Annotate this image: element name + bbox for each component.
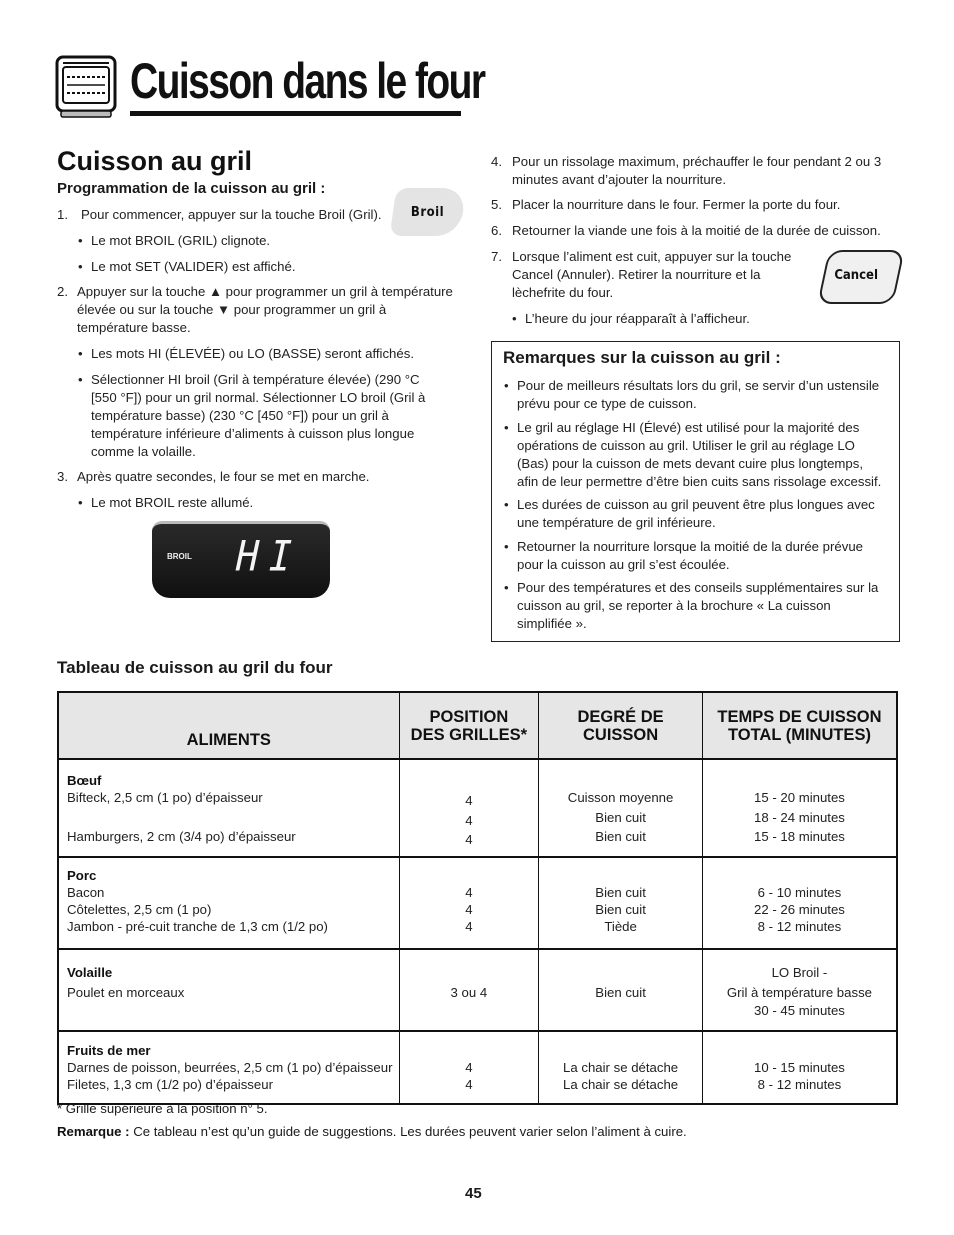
table-row (58, 759, 897, 857)
oven-icon (55, 55, 117, 119)
food-item: Darnes de poisson, beurrées, 2,5 cm (1 po) d’épaisseur (67, 1060, 393, 1075)
column-header: TEMPS DE CUISSON TOTAL (MINUTES) (702, 692, 897, 759)
remark-text: Ce tableau n’est qu’un guide de suggestions. Les durées peuvent varier selon l’aliment à cuire. (129, 1124, 687, 1139)
degree-value: Bien cuit (595, 885, 646, 900)
degree-value: La chair se détache (563, 1077, 679, 1092)
note-line: • Pour de meilleurs résultats lors du gril, se servir d’un ustensile (517, 377, 879, 395)
degree-value: Bien cuit (595, 902, 646, 917)
table-row (58, 857, 897, 949)
note-line: • Les durées de cuisson au gril peuvent être plus longues avec (517, 496, 875, 514)
step-line: Retourner la viande une fois à la moitié de la durée de cuisson. (512, 223, 881, 238)
broil-button-label: Broil (410, 205, 445, 220)
table-header-row (58, 692, 897, 759)
section-title: Cuisson au gril (57, 146, 253, 176)
step-number: 7. (491, 249, 502, 264)
step-number: 1. (57, 207, 68, 222)
degree-value: Bien cuit (595, 810, 646, 825)
page-number: 45 (465, 1185, 482, 1202)
footnote: * Grille supérieure à la position n° 5. (57, 1101, 268, 1116)
note-line: (Bas) pour la cuisson de mets devant cuire plus longtemps, (517, 456, 863, 471)
position-value: 4 (465, 919, 473, 934)
time-value: 15 - 18 minutes (754, 829, 845, 844)
time-value: 10 - 15 minutes (754, 1060, 845, 1075)
food-item: Bifteck, 2,5 cm (1 po) d’épaisseur (67, 790, 263, 805)
sub-title: Programmation de la cuisson au gril : (57, 180, 326, 197)
note-line: • Pour des températures et des conseils supplémentaires sur la (517, 579, 878, 597)
position-value: 3 ou 4 (450, 985, 488, 1000)
step-number: 5. (491, 197, 502, 212)
note-line: cuisson au gril, se reporter à la brochure « La cuisson (517, 598, 831, 613)
note-line: opérations de cuisson au gril. Utiliser le gril au réglage LO (517, 438, 855, 453)
table-title: Tableau de cuisson au gril du four (57, 658, 333, 677)
time-value: 8 - 12 minutes (757, 1077, 842, 1092)
position-value: 4 (465, 902, 473, 917)
step-number: 6. (491, 223, 502, 238)
food-item (67, 808, 399, 828)
degree-value: La chair se détache (563, 1060, 679, 1075)
note-line: • Le gril au réglage HI (Élevé) est utilisé pour la majorité des (517, 419, 859, 437)
time-value: LO Broil - (771, 965, 828, 980)
time-value: 22 - 26 minutes (754, 902, 845, 917)
step-line: Appuyer sur la touche ▲ pour programmer un gril à température (77, 284, 453, 299)
note-line: pour la cuisson au gril s’est écoulée. (517, 557, 730, 572)
step-number: 3. (57, 469, 68, 484)
bullet-item: • L’heure du jour réapparaît à l’afficheur. (525, 310, 750, 328)
column-header: POSITION DES GRILLES* (399, 692, 539, 759)
broil-button[interactable] (390, 188, 467, 236)
title-rule (130, 111, 461, 116)
time-value: 30 - 45 minutes (754, 1003, 845, 1018)
page-title: Cuisson dans le four (130, 53, 485, 109)
notes-title: Remarques sur la cuisson au gril : (503, 348, 781, 367)
food-item: Hamburgers, 2 cm (3/4 po) d’épaisseur (67, 829, 296, 844)
food-item: Côtelettes, 2,5 cm (1 po) (67, 902, 212, 917)
note-line: simplifiée ». (517, 616, 587, 631)
position-value: 4 (465, 832, 473, 847)
time-value: 18 - 24 minutes (754, 810, 845, 825)
position-value: 4 (465, 1060, 473, 1075)
position-value: 4 (465, 793, 473, 808)
note-line: une température de gril inférieure. (517, 515, 716, 530)
bullet-item: • Le mot SET (VALIDER) est affiché. (91, 258, 296, 276)
food-item: Bacon (67, 885, 105, 900)
cancel-button[interactable] (817, 250, 904, 304)
step-line: Placer la nourriture dans le four. Fermer la porte du four. (512, 197, 841, 212)
food-item: Filetes, 1,3 cm (1/2 po) d’épaisseur (67, 1077, 273, 1092)
step-number: 4. (491, 154, 502, 169)
column-header: DEGRÉ DE CUISSON (539, 692, 703, 759)
bullet-line: température basse) (230 °C [450 °F]) pour un gril à (91, 408, 389, 423)
step-line: élevée ou sur la touche ▼ pour programmer un gril à (77, 302, 387, 317)
column-header: ALIMENTS (58, 692, 399, 759)
oven-display (152, 521, 330, 598)
degree-value: Bien cuit (595, 829, 646, 844)
degree-value: Bien cuit (595, 985, 646, 1000)
step-line: température basse. (77, 320, 191, 335)
step-line: minutes avant d’ajouter la nourriture. (512, 172, 727, 187)
degree-value: Cuisson moyenne (567, 790, 674, 805)
table-row (58, 949, 897, 1031)
step-text: Après quatre secondes, le four se met en marche. (77, 469, 370, 484)
group-name: Volaille (67, 965, 113, 980)
position-value: 4 (465, 885, 473, 900)
time-value: 8 - 12 minutes (757, 919, 842, 934)
group-name: Bœuf (67, 773, 102, 788)
position-value: 4 (465, 813, 473, 828)
bullet-item: • Le mot BROIL (GRIL) clignote. (91, 232, 270, 250)
step-line: Pour un rissolage maximum, préchauffer le four pendant 2 ou 3 (512, 154, 882, 169)
food-item: Jambon - pré-cuit tranche de 1,3 cm (1/2 po) (67, 919, 328, 934)
degree-value: Tiède (604, 919, 637, 934)
group-name: Fruits de mer (67, 1043, 151, 1058)
broil-table (57, 691, 898, 1105)
time-value: 6 - 10 minutes (757, 885, 842, 900)
step-line: Cancel (Annuler). Retirer la nourriture et la (512, 267, 761, 282)
bullet-item: • Les mots HI (ÉLEVÉE) ou LO (BASSE) seront affichés. (91, 345, 414, 363)
food-item: Poulet en morceaux (67, 985, 185, 1000)
display-label: BROIL (167, 552, 192, 561)
bullet-line: température inférieure d’aliments à cuisson plus longue (91, 426, 415, 441)
table-row (58, 1031, 897, 1104)
note-line: prévu pour ce type de cuisson. (517, 396, 697, 411)
step-text: Pour commencer, appuyer sur la touche Broil (Gril). (81, 207, 382, 222)
bullet-line: [550 °F]) pour un gril normal. Sélectionner LO broil (Gril à (91, 390, 426, 405)
note-line: afin de leur permettre d’être bien cuits sans rissolage excessif. (517, 474, 882, 489)
note-line: • Retourner la nourriture lorsque la moitié de la durée prévue (517, 538, 863, 556)
remark (57, 1124, 687, 1139)
display-value: HI (230, 531, 307, 581)
time-value: 15 - 20 minutes (754, 790, 845, 805)
bullet-item: • Le mot BROIL reste allumé. (91, 494, 253, 512)
time-value: Gril à température basse (726, 985, 873, 1000)
remark-label: Remarque : (57, 1124, 130, 1139)
step-number: 2. (57, 284, 68, 299)
group-name: Porc (67, 868, 97, 883)
position-value: 4 (465, 1077, 473, 1092)
bullet-line: • Sélectionner HI broil (Gril à température élevée) (290 °C (91, 371, 420, 389)
step-line: Lorsque l’aliment est cuit, appuyer sur la touche (512, 249, 792, 264)
cancel-button-label: Cancel (834, 268, 878, 283)
bullet-line: comme la volaille. (91, 444, 196, 459)
step-line: lèchefrite du four. (512, 285, 614, 300)
